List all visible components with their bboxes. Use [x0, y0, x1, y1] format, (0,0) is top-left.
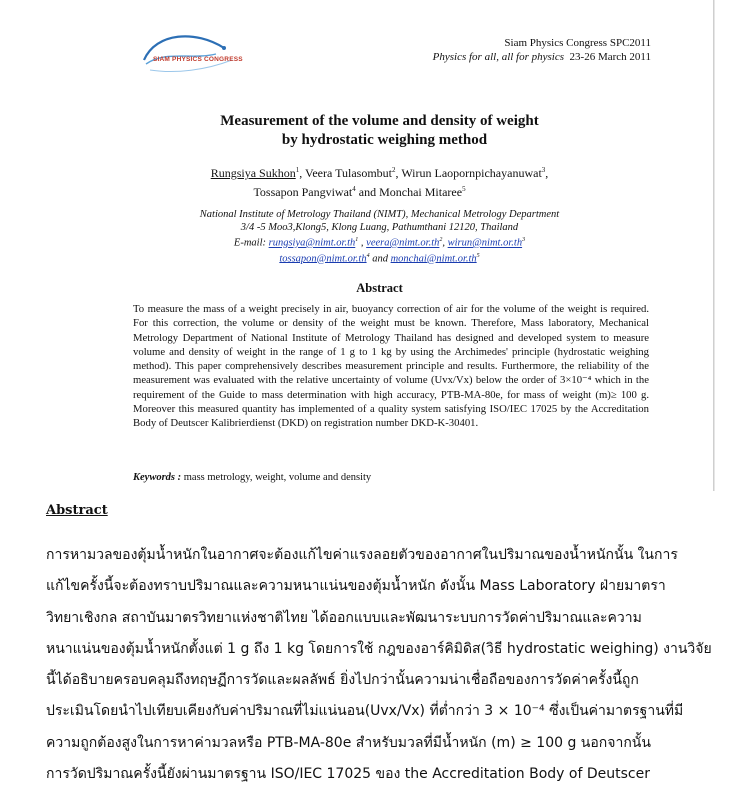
keywords-text: mass metrology, weight, volume and density: [183, 472, 372, 483]
logo-text: SIAM PHYSICS CONGRESS: [153, 56, 243, 63]
thai-line: การหามวลของตุ้มน้ำหนักในอากาศจะต้องแก้ไขค่าแรงลอยตัวของอากาศในปริมาณของน้ำหนักนั้น ในการ: [46, 547, 678, 563]
thai-line: ความถูกต้องสูงในการหาค่ามวลหรือ PTB-MA-80e สำหรับมวลที่มีน้ำหนัก (m) ≥ 100 g นอกจากนั้น: [46, 734, 651, 751]
conference-header: [433, 36, 651, 64]
affiliation-line-1: National Institute of Metrology Thailand (NIMT), Mechanical Metrology Department: [199, 209, 560, 220]
thai-abstract-body: [46, 540, 712, 790]
email-line-1: E-mail: $rungsiya@nimt.or.th^1$ , $veera@nimt.or.th^2$, $wirun@nimt.or.th^3$: [233, 237, 526, 249]
author-name: Tossapon Pangviwat: [253, 185, 353, 199]
conference-tagline: Physics for all, all for physics: [432, 51, 565, 63]
author-name: Wirun Laopornpichayanuwat: [401, 166, 542, 180]
thai-line: แก้ไขครั้งนี้จะต้องทราบปริมาณและความหนาแน่นของตุ้มน้ำหนัก ดังนั้น Mass Laboratory ฝ่ายมาตรา: [46, 578, 666, 595]
thai-line: การวัดปริมาณครั้งนี้ยังผ่านมาตรฐาน ISO/IEC 17025 ของ the Accreditation Body of Deutscer: [46, 766, 650, 783]
author-name: Monchai Mitaree: [379, 185, 463, 199]
email-link[interactable]: monchai@nimt.or.th: [390, 253, 477, 264]
thai-line: นี้ได้อธิบายครอบคลุมถึงทฤษฏีการวัดและผลลัพธ์ ยิ่งไปกว่านั้นความน่าเชื่อถือของการวัดค่าครั้งนี้ถูก: [46, 672, 639, 689]
email-link[interactable]: rungsiya@nimt.or.th: [268, 237, 356, 249]
thai-line: หนาแน่นของตุ้มน้ำหนักตั้งแต่ 1 g ถึง 1 kg โดยการใช้ กฎของอาร์คิมิดิส(วิธี hydrostatic weighing) งานวิจัย: [46, 640, 712, 657]
abstract-text: To measure the mass of a weight precisely in air, buoyancy correction of air for the volume of the weight is required. For this correction, the volume or density of the weight must be known. Therefore, Mass laboratory, Mechanical Metrology Department of National Institute of Metrology Thailand has designed and developed system to measure volume and density of weight in the range of 1 g to 1 kg by using the Archimedes' principle (hydrostatic weighing method). This paper comprehensively describes measurement principle and results. Furthermore, the reliability of the measurement was evaluated with the relative uncertainty of volume (Uvx/Vx) below the order of 3×10⁻⁴ which in the requirement of the Guide to mass determination with high accuracy, PTB-MA-80e, for mass of weight (m)≥ 100 g. Moreover this measured quantity has implemented of a quality system satisfying ISO/IEC 17025 by the Accreditation Body of Deutscer Kalibrierdienst (DKD) on registration number DKD-K-30401.: [133, 303, 649, 430]
affiliation: [46, 208, 713, 265]
conference-dates: 23-26 March 2011: [569, 51, 651, 63]
paper-title: [46, 112, 713, 150]
author-name: Rungsiya Sukhon: [210, 166, 296, 180]
thai-line: ประเมินโดยนำไปเทียบเคียงกับค่าปริมาณที่ไม่แน่นอน(Uvx/Vx) ที่ต่ำกว่า 3 × 10⁻⁴ ซึ่งเป็นค่ามาตรฐานที่มี: [46, 703, 684, 720]
email-link[interactable]: tossapon@nimt.or.th: [279, 253, 367, 264]
title-line-1: Measurement of the volume and density of weight: [220, 113, 539, 129]
email-link[interactable]: veera@nimt.or.th: [366, 237, 440, 249]
affiliation-line-2: 3/4 -5 Moo3,Klong5, Klong Luang, Pathumthani 12120, Thailand: [240, 222, 519, 233]
keywords-label: Keywords :: [133, 472, 182, 483]
email-link[interactable]: wirun@nimt.or.th: [447, 237, 523, 249]
paper-page-image: [46, 0, 714, 491]
thai-abstract-heading: Abstract: [46, 503, 108, 518]
email-line-2: $tossapon@nimt.or.th^4$ and $monchai@nimt.or.th^5$: [279, 252, 480, 264]
author-name: Veera Tulasombut: [305, 166, 393, 180]
keywords: [133, 472, 371, 483]
thai-line: วิทยาเชิงกล สถาบันมาตรวิทยาแห่งชาติไทย ได้ออกแบบและพัฒนาระบบการวัดค่าปริมาณและความ: [46, 609, 642, 626]
abstract-heading: Abstract: [356, 281, 403, 295]
conference-logo: [136, 30, 256, 82]
author-list: Rungsiya Sukhon$^1$, Veera Tulasombut$^2$, Wirun Laopornpichayanuwat$^3$, Tossapon Pangviwat$^4$ and Monchai Mitaree$^5$: [210, 166, 549, 199]
conference-name: Siam Physics Congress SPC2011: [504, 37, 651, 49]
title-line-2: by hydrostatic weighing method: [281, 132, 488, 148]
